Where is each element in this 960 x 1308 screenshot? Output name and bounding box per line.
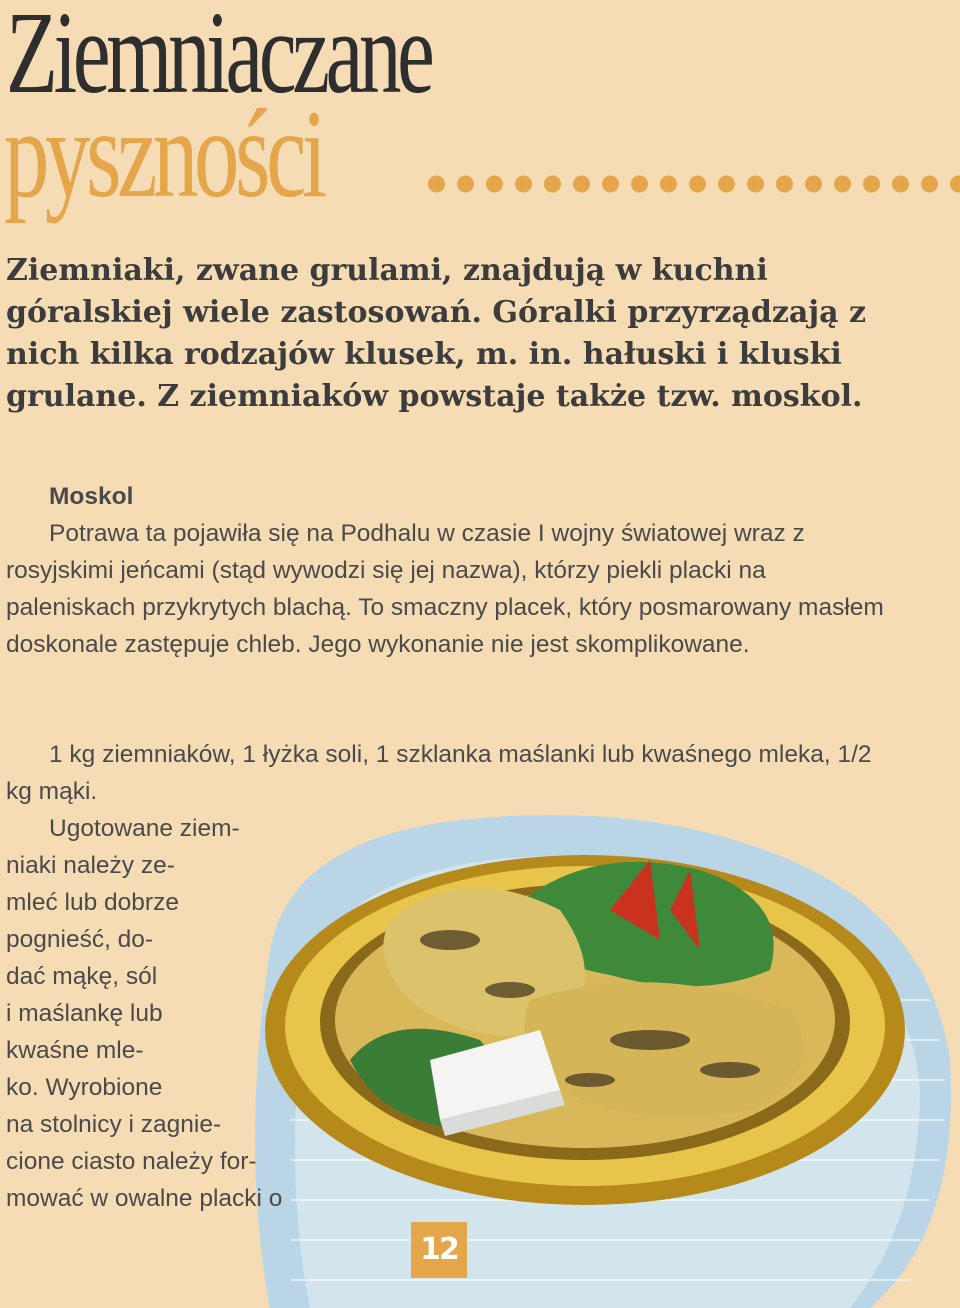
method-line: mować w owalne placki o xyxy=(6,1185,283,1212)
method-text xyxy=(6,810,336,1217)
method-line: Ugotowane ziem- xyxy=(49,815,240,842)
method-line: mleć lub dobrze xyxy=(6,889,179,916)
method-line: ko. Wyrobione xyxy=(6,1074,163,1101)
section-heading: Moskol xyxy=(49,483,134,510)
method-line: niaki należy ze- xyxy=(6,852,175,879)
title-line-2: pyszności xyxy=(4,85,323,224)
moskol-intro xyxy=(6,478,886,663)
method-line: i maślankę lub xyxy=(6,1000,163,1027)
method-line: na stolnicy i zagnie- xyxy=(6,1111,222,1138)
method-line: pognieść, do- xyxy=(6,926,154,953)
dish-photo xyxy=(230,800,960,1308)
ingredients xyxy=(6,736,886,810)
intro-text: Potrawa ta pojawiła się na Podhalu w czasie I wojny światowej wraz z rosyjskimi jeńcami (stąd wywodzi się jej nazwa), którzy piekli placki na paleniskach przykrytych blachą. To smaczny placek, który posmarowany masłem doskonale zastępuje chleb. Jego wykonanie nie jest skomplikowane. xyxy=(6,520,884,658)
ingredients-text: 1 kg ziemniaków, 1 łyżka soli, 1 szklanka maślanki lub kwaśnego mleka, 1/2 kg mąki. xyxy=(6,741,872,805)
dotted-leader xyxy=(422,172,960,196)
method-line: dać mąkę, sól xyxy=(6,963,158,990)
method-line: kwaśne mle- xyxy=(6,1037,144,1064)
page-number: 12 xyxy=(411,1222,467,1278)
title-line-1: Ziemniaczane xyxy=(6,0,431,118)
lead-paragraph: Ziemniaki, zwane grulami, znajdują w kuchni góralskiej wiele zastosowań. Góralki przyrządzają z nich kilka rodzajów klusek, m. in. hałuski i kluski grulane. Z ziemniaków powstaje także tzw. moskol. xyxy=(6,253,867,414)
method-line: cione ciasto należy for- xyxy=(6,1148,257,1175)
